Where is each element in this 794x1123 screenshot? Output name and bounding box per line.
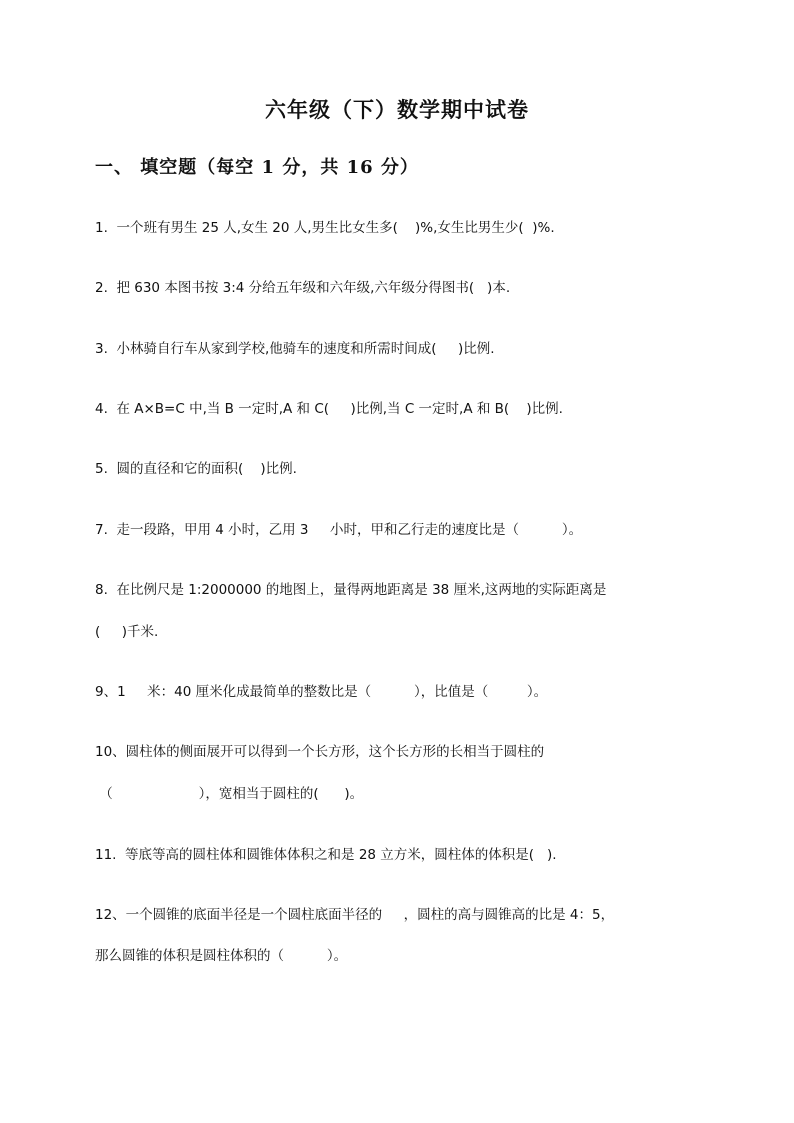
question-12-line-1: 12、一个圆锥的底面半径是一个圆柱底面半径的 ，圆柱的高与圆锥高的比是 4：5，	[95, 907, 615, 923]
question-2: 2. 把 630 本图书按 3:4 分给五年级和六年级,六年级分得图书( )本.	[95, 280, 511, 296]
question-10-line-2: （ ），宽相当于圆柱的( )。	[95, 786, 364, 802]
question-1: 1. 一个班有男生 25 人,女生 20 人,男生比女生多( )%,女生比男生少( )%.	[95, 220, 555, 236]
section-heading: 一、 填空题（每空 1 分，共 16 分）	[95, 157, 419, 178]
question-9: 9、1 米：40 厘米化成最简单的整数比是（ ），比值是（ ）。	[95, 684, 548, 700]
question-5: 5. 圆的直径和它的面积( )比例.	[95, 461, 297, 477]
question-8-line-2: ( )千米.	[95, 624, 159, 640]
question-8-line-1: 8. 在比例尺是 1:2000000 的地图上，量得两地距离是 38 厘米,这两地的实际距离是	[95, 582, 607, 598]
question-3: 3. 小林骑自行车从家到学校,他骑车的速度和所需时间成( )比例.	[95, 341, 495, 357]
question-10-line-1: 10、圆柱体的侧面展开可以得到一个长方形，这个长方形的长相当于圆柱的	[95, 744, 545, 760]
question-4: 4. 在 A×B=C 中,当 B 一定时,A 和 C( )比例,当 C 一定时,A 和 B( )比例.	[95, 401, 563, 417]
question-12-line-2: 那么圆锥的体积是圆柱体积的（ ）。	[95, 948, 348, 964]
page-title: 六年级（下）数学期中试卷	[265, 97, 529, 122]
question-7: 7. 走一段路，甲用 4 小时，乙用 3 小时，甲和乙行走的速度比是（ ）。	[95, 522, 583, 538]
question-11: 11. 等底等高的圆柱体和圆锥体体积之和是 28 立方米，圆柱体的体积是( ).	[95, 847, 557, 863]
